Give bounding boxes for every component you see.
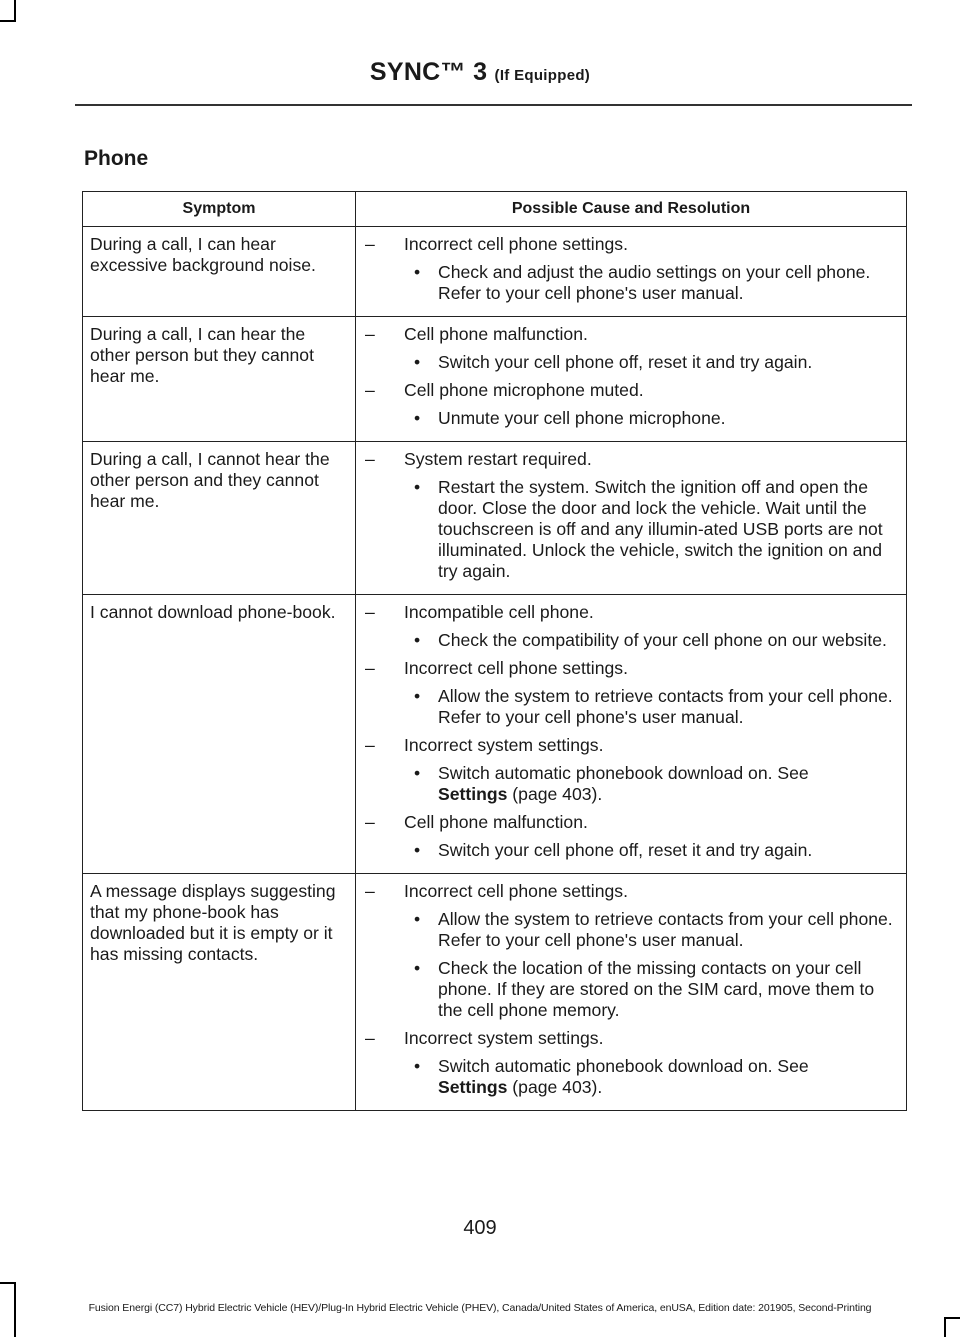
cause-text: System restart required. <box>404 449 592 469</box>
dash-marker: – <box>365 881 375 901</box>
step-text: Check the compatibility of your cell phone on our website. <box>438 630 887 650</box>
header-title-suffix: (If Equipped) <box>494 67 591 84</box>
step-text: Switch automatic phonebook download on. See <box>438 1056 809 1076</box>
page-reference: (page 403). <box>512 784 603 804</box>
header-title-main: SYNC™ 3 <box>369 58 488 86</box>
dash-marker: – <box>365 324 375 344</box>
step-text: Switch automatic phonebook download on. See <box>438 763 809 783</box>
cause-text: Incorrect system settings. <box>404 1028 604 1048</box>
cause-item <box>364 1028 902 1049</box>
bullet-marker: • <box>414 408 421 428</box>
troubleshooting-table <box>82 191 907 1111</box>
crop-mark-top-left-horizontal <box>0 20 16 22</box>
dash-marker: – <box>365 735 375 755</box>
dash-marker: – <box>365 234 375 254</box>
dash-marker: – <box>365 658 375 678</box>
page-header-title <box>0 58 960 87</box>
cause-item <box>364 735 902 756</box>
bullet-marker: • <box>414 686 421 706</box>
table-row <box>83 595 907 874</box>
step-text: Switch your cell phone off, reset it and try again. <box>438 352 813 372</box>
section-title: Phone <box>84 147 149 170</box>
symptom-cell: A message displays suggesting that my phone-book has downloaded but it is empty or it has missing contacts. <box>83 874 356 1111</box>
symptom-cell: During a call, I can hear the other person but they cannot hear me. <box>83 317 356 442</box>
cause-item <box>364 881 902 902</box>
cause-text: Incorrect cell phone settings. <box>404 234 628 254</box>
resolution-step <box>364 352 902 373</box>
resolution-step <box>364 630 902 651</box>
bullet-marker: • <box>414 262 421 282</box>
step-text: Restart the system. Switch the ignition off and open the door. Close the door and lock the vehicle. Wait until the touchscreen is off and any illumin-ated USB ports are not illuminated. Unlock the vehicle, switch the ignition on and try again. <box>438 477 883 581</box>
resolution-step <box>364 686 902 728</box>
cause-text: Incorrect cell phone settings. <box>404 881 628 901</box>
cause-item <box>364 449 902 470</box>
column-header-resolution: Possible Cause and Resolution <box>356 192 907 227</box>
footer-edition-info: Fusion Energi (CC7) Hybrid Electric Vehicle (HEV)/Plug-In Hybrid Electric Vehicle (PHEV), Canada/United States of America, enUSA, Edition date: 201905, Second-Printing <box>88 1302 872 1314</box>
dash-marker: – <box>365 812 375 832</box>
resolution-cell <box>356 317 907 442</box>
page-reference: (page 403). <box>512 1077 603 1097</box>
step-text: Switch your cell phone off, reset it and try again. <box>438 840 813 860</box>
crop-mark-bottom-right-vertical <box>944 1317 946 1337</box>
column-header-symptom: Symptom <box>83 192 356 227</box>
crop-mark-bottom-right-horizontal <box>944 1317 960 1319</box>
bullet-marker: • <box>414 352 421 372</box>
cause-text: Cell phone malfunction. <box>404 812 588 832</box>
step-text: Unmute your cell phone microphone. <box>438 408 726 428</box>
page-number: 409 <box>463 1217 497 1239</box>
header-divider <box>75 104 912 106</box>
step-text: Check and adjust the audio settings on your cell phone. Refer to your cell phone's user manual. <box>438 262 871 303</box>
symptom-cell: I cannot download phone-book. <box>83 595 356 874</box>
bullet-marker: • <box>414 840 421 860</box>
settings-cross-reference-link[interactable]: Settings <box>438 784 508 804</box>
step-text: Allow the system to retrieve contacts from your cell phone. Refer to your cell phone's user manual. <box>438 909 893 950</box>
resolution-cell <box>356 874 907 1111</box>
cause-item <box>364 812 902 833</box>
resolution-cell <box>356 442 907 595</box>
symptom-cell: During a call, I cannot hear the other person and they cannot hear me. <box>83 442 356 595</box>
cause-text: Cell phone microphone muted. <box>404 380 644 400</box>
resolution-step <box>364 408 902 429</box>
resolution-step <box>364 477 902 582</box>
cause-item <box>364 234 902 255</box>
bullet-marker: • <box>414 763 421 783</box>
table-row <box>83 442 907 595</box>
step-text: Allow the system to retrieve contacts from your cell phone. Refer to your cell phone's user manual. <box>438 686 893 727</box>
resolution-cell <box>356 595 907 874</box>
resolution-step <box>364 262 902 304</box>
cause-item <box>364 602 902 623</box>
bullet-marker: • <box>414 477 421 497</box>
table-row <box>83 874 907 1111</box>
cause-item <box>364 658 902 679</box>
crop-mark-top-left-vertical <box>14 0 16 20</box>
table-row <box>83 317 907 442</box>
cause-item <box>364 380 902 401</box>
cause-text: Incorrect cell phone settings. <box>404 658 628 678</box>
cause-text: Cell phone malfunction. <box>404 324 588 344</box>
bullet-marker: • <box>414 958 421 978</box>
resolution-cell <box>356 227 907 317</box>
dash-marker: – <box>365 380 375 400</box>
resolution-step <box>364 958 902 1021</box>
cause-item <box>364 324 902 345</box>
dash-marker: – <box>365 449 375 469</box>
step-text: Check the location of the missing contacts on your cell phone. If they are stored on the SIM card, move them to the cell phone memory. <box>438 958 875 1020</box>
bullet-marker: • <box>414 1056 421 1076</box>
settings-cross-reference-link[interactable]: Settings <box>438 1077 508 1097</box>
resolution-step <box>364 1056 902 1098</box>
resolution-step <box>364 763 902 805</box>
resolution-step <box>364 909 902 951</box>
table-row <box>83 227 907 317</box>
dash-marker: – <box>365 602 375 622</box>
cause-text: Incompatible cell phone. <box>404 602 594 622</box>
resolution-step <box>364 840 902 861</box>
symptom-cell: During a call, I can hear excessive background noise. <box>83 227 356 317</box>
cause-text: Incorrect system settings. <box>404 735 604 755</box>
dash-marker: – <box>365 1028 375 1048</box>
table-header-row <box>83 192 907 227</box>
bullet-marker: • <box>414 630 421 650</box>
crop-mark-bottom-left-horizontal <box>0 1282 16 1284</box>
bullet-marker: • <box>414 909 421 929</box>
